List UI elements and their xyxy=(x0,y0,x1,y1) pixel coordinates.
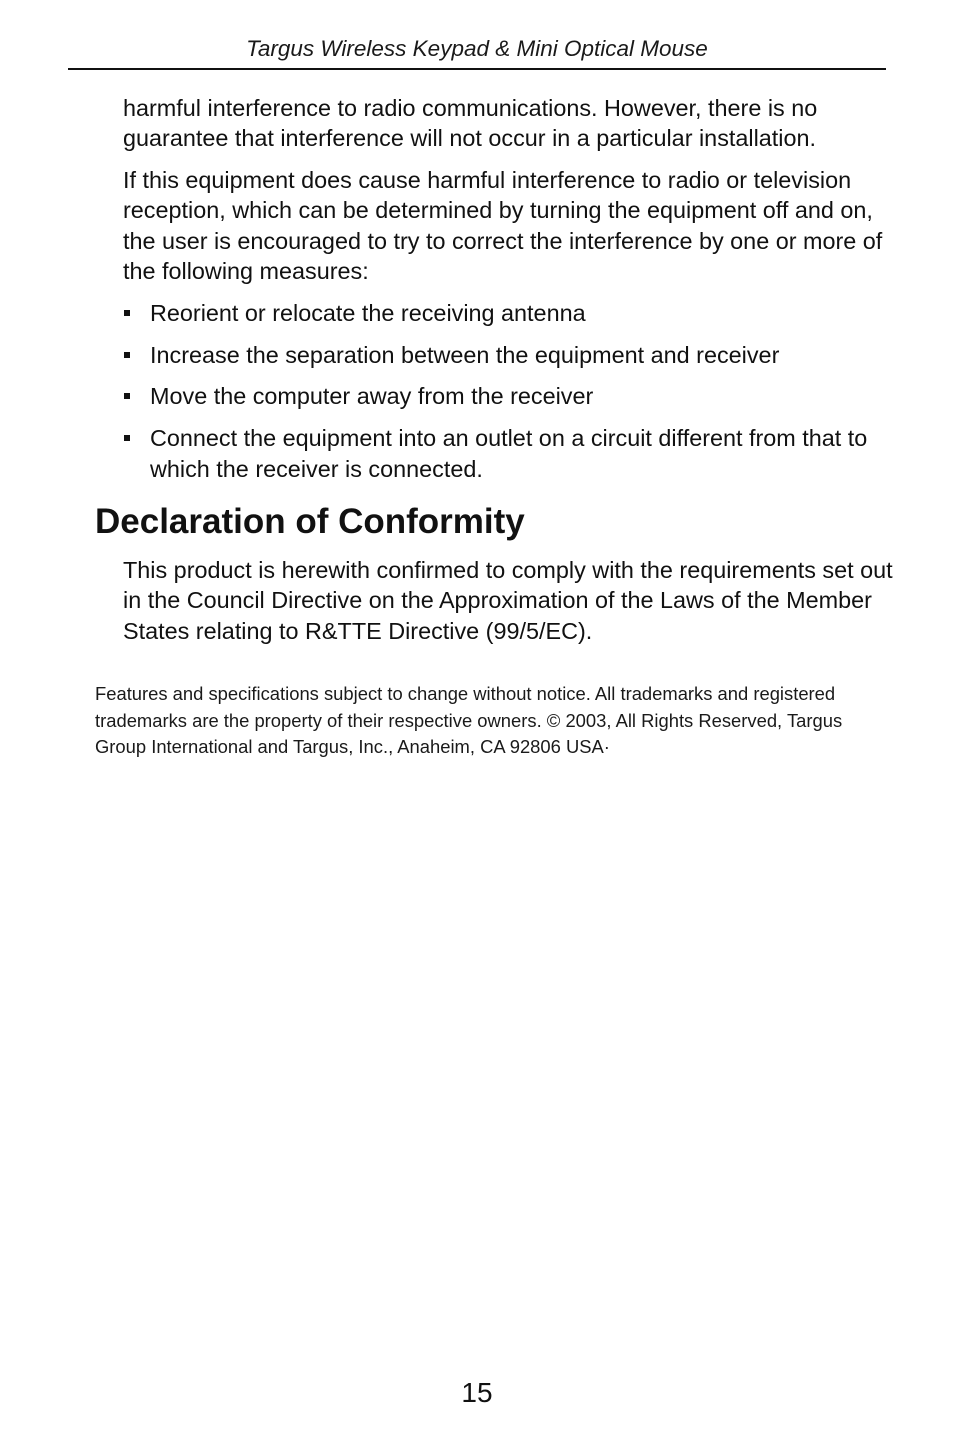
list-item-text: Increase the separation between the equipment and receiver xyxy=(150,341,780,368)
list-item xyxy=(123,340,898,370)
square-bullet-icon xyxy=(124,310,130,316)
square-bullet-icon xyxy=(124,352,130,358)
list-item xyxy=(123,298,898,328)
square-bullet-icon xyxy=(124,393,130,399)
list-item xyxy=(123,423,898,484)
section-heading: Declaration of Conformity xyxy=(95,502,525,541)
corrective-measures-intro: If this equipment does cause harmful interference to radio or television reception, which can be determined by turning the equipment off and on, the user is encouraged to try to correct the interference by one or more of the following measures: xyxy=(123,167,883,285)
running-header: Targus Wireless Keypad & Mini Optical Mouse xyxy=(246,36,708,61)
square-bullet-icon xyxy=(124,435,130,441)
legal-footnote: Features and specifications subject to change without notice. All trademarks and registered trademarks are the property of their respective owners. © 2003, All Rights Reserved, Targus Group International and Targus, Inc., Anaheim, CA 92806 USA· xyxy=(95,683,843,758)
list-item-text: Move the computer away from the receiver xyxy=(150,383,594,410)
page-number: 15 xyxy=(461,1377,493,1408)
list-item-text: Reorient or relocate the receiving antenna xyxy=(150,300,586,326)
list-item xyxy=(123,381,898,411)
list-item-text: Connect the equipment into an outlet on a circuit different from that to which the receiver is connected. xyxy=(150,425,868,482)
measures-list xyxy=(123,298,898,495)
interference-paragraph: harmful interference to radio communications. However, there is no guarantee that interference will not occur in a particular installation. xyxy=(123,95,818,152)
header-rule xyxy=(68,68,886,70)
declaration-text: This product is herewith confirmed to comply with the requirements set out in the Council Directive on the Approximation of the Laws of the Member States relating to R&TTE Directive (99/5/EC). xyxy=(123,557,893,644)
